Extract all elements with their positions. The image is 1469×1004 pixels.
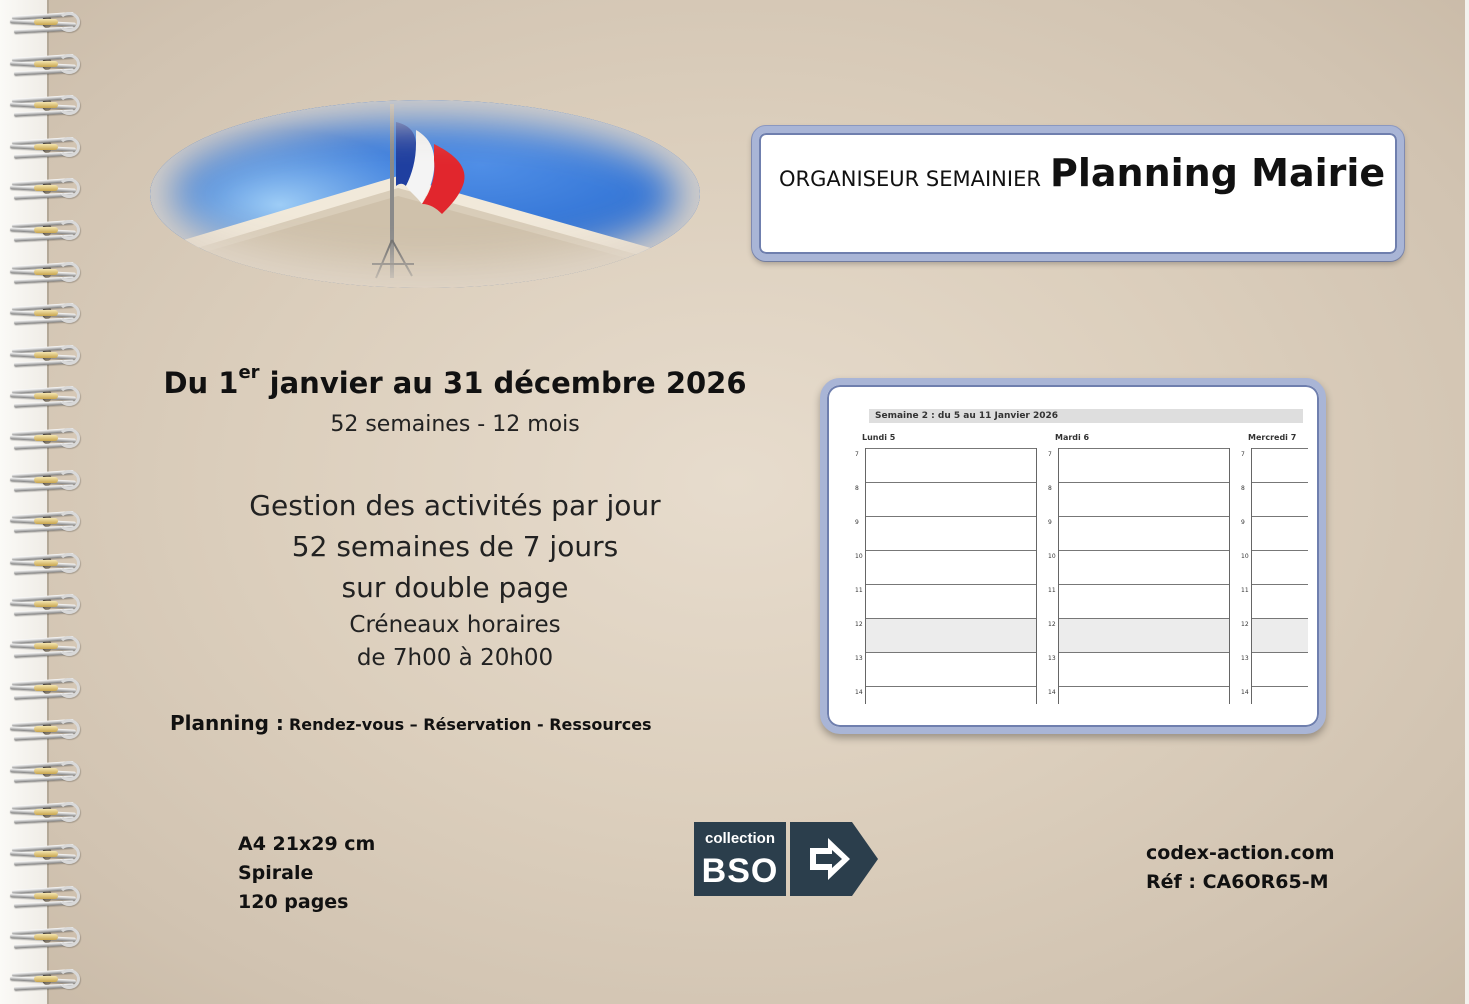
title-box: [752, 126, 1404, 261]
spiral-ring: [6, 52, 82, 78]
spec-pages: 120 pages: [238, 891, 349, 913]
logo-name: BSO: [701, 852, 779, 890]
preview-hour-label: 8: [1048, 485, 1052, 492]
preview-hour-label: 14: [1241, 689, 1249, 696]
spiral-ring: [6, 343, 82, 369]
flag-photo: [150, 100, 700, 288]
preview-hour-label: 11: [855, 587, 863, 594]
description-line-3: sur double page: [341, 571, 569, 604]
specs: [238, 830, 375, 917]
title-line: [779, 151, 1385, 195]
spiral-ring: [6, 509, 82, 535]
preview-hour-row: [1252, 686, 1308, 721]
preview-hour-label: 14: [855, 689, 863, 696]
reference: Réf : CA6OR65-M: [1146, 871, 1329, 893]
preview-hour-label: 11: [1048, 587, 1056, 594]
preview-hour-label: 13: [1048, 655, 1056, 662]
subtitle: 52 semaines - 12 mois: [330, 412, 580, 437]
spiral-binding: [6, 10, 82, 1000]
preview-hour-label: 12: [855, 621, 863, 628]
spiral-ring: [6, 759, 82, 785]
spiral-ring: [6, 301, 82, 327]
planning-line: [170, 711, 652, 735]
spiral-ring: [6, 260, 82, 286]
preview-hour-row: [1059, 652, 1229, 687]
photo-vignette: [150, 100, 700, 288]
preview-hour-label: 10: [855, 553, 863, 560]
preview-hour-label: 14: [1048, 689, 1056, 696]
preview-hour-row: [866, 482, 1036, 517]
title-big: Planning Mairie: [1050, 151, 1386, 195]
preview-hour-row: [866, 550, 1036, 585]
contact: [1146, 839, 1335, 897]
preview-hour-row: [1059, 482, 1229, 517]
spiral-ring: [6, 468, 82, 494]
description-line-2: 52 semaines de 7 jours: [291, 530, 619, 563]
spiral-ring: [6, 384, 82, 410]
preview-day-2: Mardi 6: [1055, 433, 1090, 442]
preview-hour-row: [866, 516, 1036, 551]
title-small: ORGANISEUR SEMAINIER: [779, 167, 1041, 191]
spec-binding: Spirale: [238, 862, 314, 884]
preview-hour-row: [866, 686, 1036, 721]
preview-hour-label: 7: [1048, 451, 1052, 458]
spec-format: A4 21x29 cm: [238, 833, 376, 855]
preview-day-1: Lundi 5: [862, 433, 896, 442]
spiral-ring: [6, 176, 82, 202]
spiral-ring: [6, 10, 82, 36]
preview-hour-label: 7: [855, 451, 859, 458]
preview-hour-row: [866, 652, 1036, 687]
preview-hour-row: [866, 618, 1036, 653]
preview-hour-label: 9: [855, 519, 859, 526]
spiral-ring: [6, 925, 82, 951]
preview-hour-label: 10: [1241, 553, 1249, 560]
spiral-ring: [6, 93, 82, 119]
bso-logo: [694, 822, 878, 896]
spiral-ring: [6, 551, 82, 577]
preview-hour-row: [1059, 550, 1229, 585]
preview-hour-label: 10: [1048, 553, 1056, 560]
preview-hour-row: [1059, 686, 1229, 721]
preview-hour-label: 13: [855, 655, 863, 662]
preview-hour-row: [1059, 516, 1229, 551]
preview-hour-row: [1252, 652, 1308, 687]
spiral-ring: [6, 426, 82, 452]
spiral-ring: [6, 592, 82, 618]
preview-hour-row: [866, 448, 1036, 483]
logo-collection: collection: [704, 830, 775, 847]
spiral-ring: [6, 218, 82, 244]
preview-header: Semaine 2 : du 5 au 11 Janvier 2026: [869, 409, 1303, 423]
preview-hour-row: [1252, 516, 1308, 551]
preview-hour-row: [1252, 584, 1308, 619]
date-suffix: janvier au 31 décembre 2026: [259, 366, 747, 400]
preview-hour-row: [1252, 482, 1308, 517]
preview-day-column: [1058, 448, 1230, 704]
preview-hour-label: 12: [1048, 621, 1056, 628]
preview-hour-row: [1252, 618, 1308, 653]
preview-hour-row: [1252, 550, 1308, 585]
preview-hour-label: 7: [1241, 451, 1245, 458]
logo-box: [694, 822, 786, 896]
spiral-ring: [6, 967, 82, 993]
date-sup: er: [238, 362, 260, 383]
preview-hour-label: 8: [1241, 485, 1245, 492]
website: codex-action.com: [1146, 842, 1335, 864]
preview-hour-row: [1059, 448, 1229, 483]
preview-hour-label: 9: [1048, 519, 1052, 526]
planning-label: Planning :: [170, 711, 284, 735]
preview-hour-row: [1059, 618, 1229, 653]
spiral-ring: [6, 884, 82, 910]
preview-hour-label: 11: [1241, 587, 1249, 594]
arrow-right-icon: [790, 822, 878, 896]
spiral-ring: [6, 634, 82, 660]
planner-preview: [820, 378, 1326, 734]
description-line-1: Gestion des activités par jour: [249, 489, 661, 522]
preview-hour-row: [866, 584, 1036, 619]
preview-hour-row: [1252, 448, 1308, 483]
spiral-ring: [6, 676, 82, 702]
preview-hour-label: 8: [855, 485, 859, 492]
planning-value: Rendez-vous – Réservation - Ressources: [288, 715, 652, 734]
date-prefix: Du 1: [163, 366, 239, 400]
spiral-ring: [6, 842, 82, 868]
preview-day-column: [1251, 448, 1308, 704]
date-range: [150, 362, 760, 400]
description-line-5: de 7h00 à 20h00: [356, 645, 554, 671]
page-right-edge: [1465, 0, 1469, 1004]
preview-hour-label: 9: [1241, 519, 1245, 526]
preview-hour-label: 12: [1241, 621, 1249, 628]
description-line-4: Créneaux horaires: [349, 612, 561, 638]
preview-hour-row: [1059, 584, 1229, 619]
spiral-ring: [6, 800, 82, 826]
spiral-ring: [6, 135, 82, 161]
preview-day-3: Mercredi 7: [1248, 433, 1297, 442]
preview-hour-label: 13: [1241, 655, 1249, 662]
preview-day-column: [865, 448, 1037, 704]
spiral-ring: [6, 717, 82, 743]
